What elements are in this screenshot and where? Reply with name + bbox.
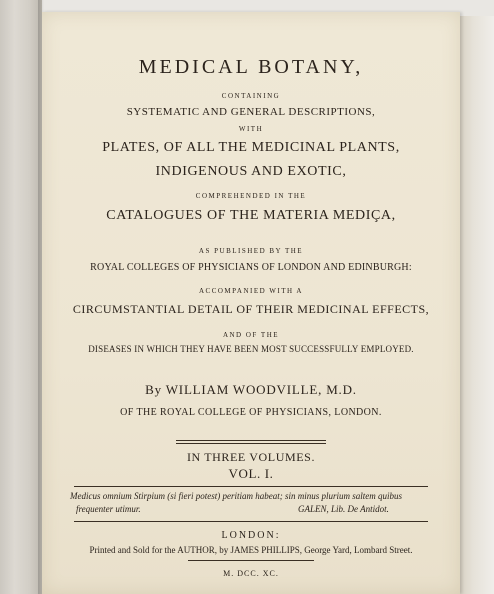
volumes-line: IN THREE VOLUMES. <box>186 450 316 464</box>
imprint-publisher: Printed and Sold for the AUTHOR, by JAMES PHILLIPS, George Yard, Lombard Street. <box>89 545 413 555</box>
line-plates: PLATES, OF ALL THE MEDICINAL PLANTS, <box>102 140 400 155</box>
epigraph-line2: frequenter utimur. <box>76 504 141 514</box>
volume-number: VOL. I. <box>228 466 274 481</box>
divider-rule <box>74 486 428 487</box>
line-with: WITH <box>238 125 264 133</box>
divider-rule <box>176 440 326 441</box>
publication-date: M. DCC. XC. <box>223 569 279 578</box>
title-page <box>42 12 460 594</box>
line-published: AS PUBLISHED BY THE <box>198 247 304 255</box>
author-name: By WILLIAM WOODVILLE, M.D. <box>145 382 357 397</box>
book-binding <box>0 0 42 594</box>
book-title: MEDICAL BOTANY, <box>138 56 364 78</box>
line-diseases: DISEASES IN WHICH THEY HAVE BEEN MOST SUCCESSFULLY EMPLOYED. <box>88 344 414 354</box>
line-comprehended: COMPREHENDED IN THE <box>195 192 307 200</box>
line-and-of: AND OF THE <box>222 331 280 339</box>
line-systematic: SYSTEMATIC AND GENERAL DESCRIPTIONS, <box>126 106 376 118</box>
line-circumstantial: CIRCUMSTANTIAL DETAIL OF THEIR MEDICINAL EFFECTS, <box>72 302 430 316</box>
line-accompanied: ACCOMPANIED WITH A <box>198 287 303 295</box>
epigraph-line1: Medicus omnium Stirpium (si fieri potest) peritiam habeat; sin minus plurium saltem quibus <box>70 491 402 501</box>
line-indigenous: INDIGENOUS AND EXOTIC, <box>155 164 347 179</box>
divider-rule <box>188 560 314 561</box>
line-containing: CONTAINING <box>221 92 281 100</box>
author-college: OF THE ROYAL COLLEGE OF PHYSICIANS, LONDON. <box>120 407 382 418</box>
divider-rule <box>74 521 428 522</box>
line-catalogues: CATALOGUES OF THE MATERIA MEDIÇA, <box>106 208 396 223</box>
line-colleges: ROYAL COLLEGES OF PHYSICIANS OF LONDON AND EDINBURGH: <box>90 262 412 273</box>
imprint-city: LONDON: <box>221 530 281 541</box>
divider-rule <box>176 443 326 444</box>
page-edge <box>460 16 494 594</box>
epigraph-source: GALEN, Lib. De Antidot. <box>298 504 389 514</box>
